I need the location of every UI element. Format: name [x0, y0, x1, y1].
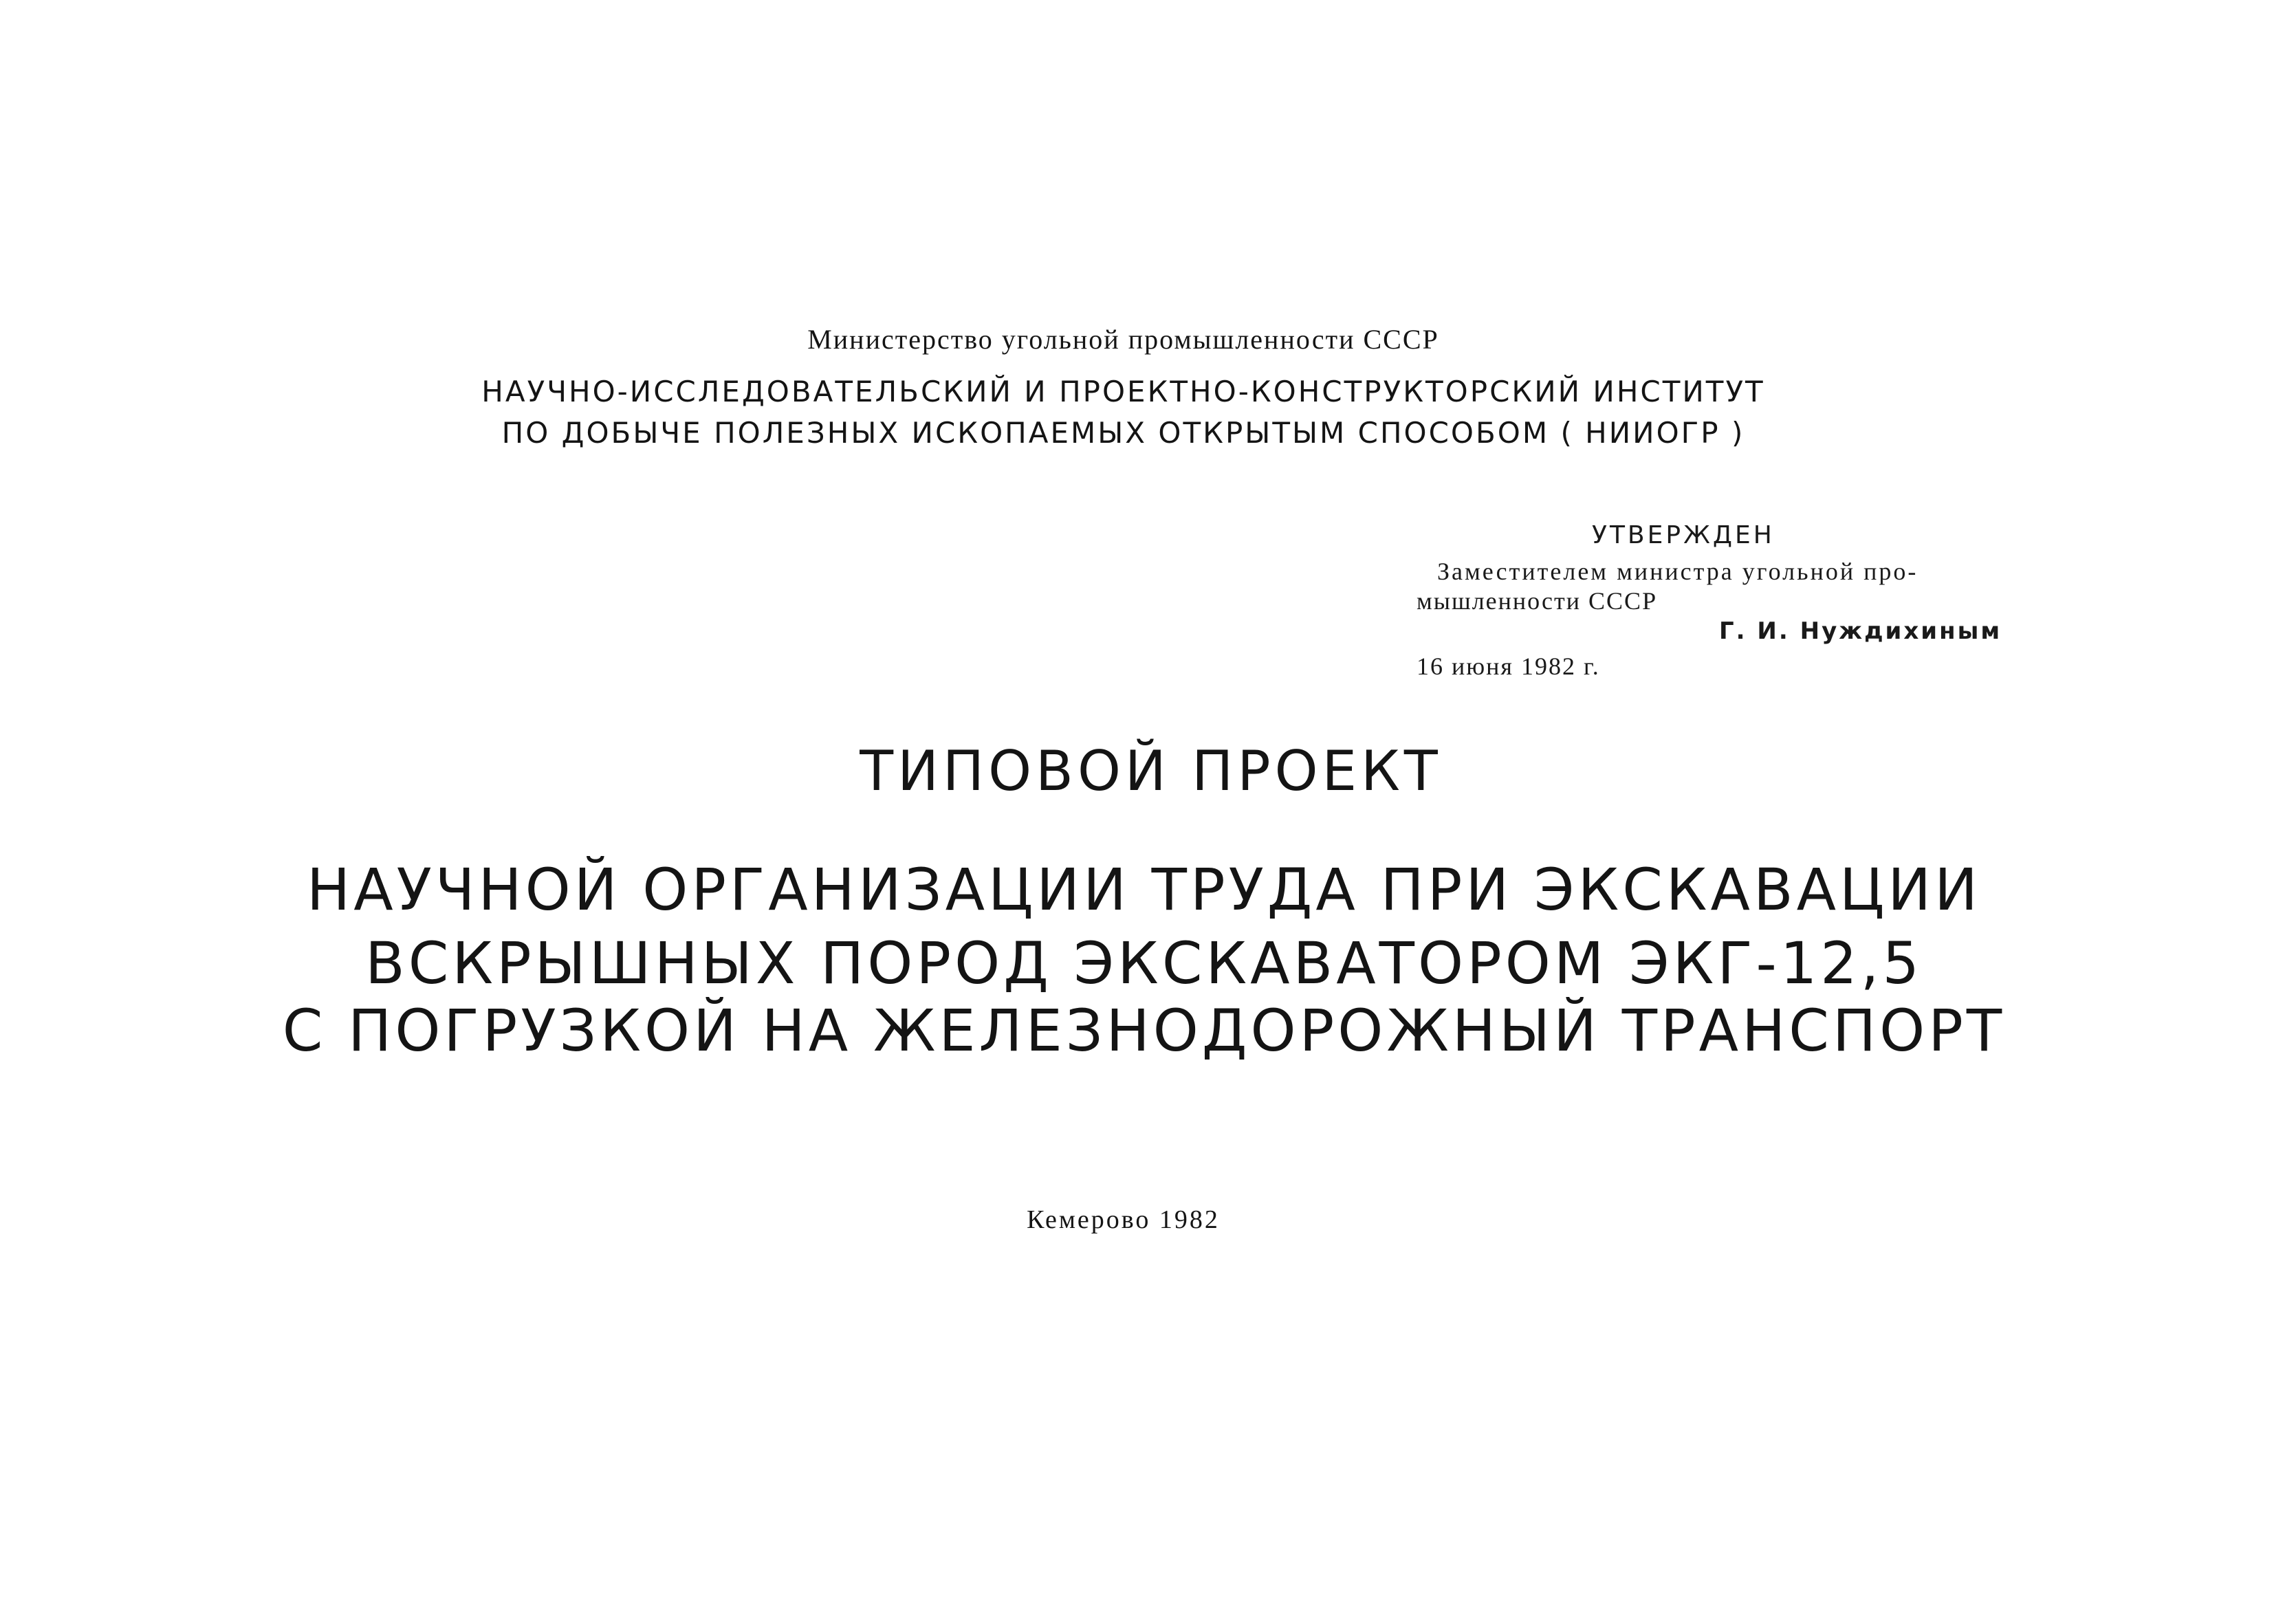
- approver-title-line-2: мышленности СССР: [1417, 587, 1658, 615]
- document-type: ТИПОВОЙ ПРОЕКТ: [860, 739, 1442, 803]
- approval-date: 16 июня 1982 г.: [1417, 652, 1600, 680]
- document-title-line-2: ВСКРЫШНЫХ ПОРОД ЭКСКАВАТОРОМ ЭКГ-12,5: [365, 930, 1923, 997]
- institute-name-line-1: НАУЧНО-ИССЛЕДОВАТЕЛЬСКИЙ И ПРОЕКТНО-КОНСТРУКТОРСКИЙ ИНСТИТУТ: [481, 375, 1765, 408]
- publication-place-year: Кемерово 1982: [1027, 1205, 1220, 1234]
- document-title-line-1: НАУЧНОЙ ОРГАНИЗАЦИИ ТРУДА ПРИ ЭКСКАВАЦИИ: [307, 856, 1981, 923]
- institute-name-line-2: ПО ДОБЫЧЕ ПОЛЕЗНЫХ ИСКОПАЕМЫХ ОТКРЫТЫМ СПОСОБОМ ( НИИОГР ): [501, 416, 1745, 450]
- approver-name: Г. И. Нуждихиным: [1719, 617, 2002, 645]
- ministry-name: Министерство угольной промышленности СССР: [807, 324, 1439, 355]
- document-title-line-3: С ПОГРУЗКОЙ НА ЖЕЛЕЗНОДОРОЖНЫЙ ТРАНСПОРТ: [282, 997, 2006, 1064]
- approver-title-line-1: Заместителем министра угольной про-: [1437, 558, 1918, 585]
- approval-heading: УТВЕРЖДЕН: [1592, 521, 1775, 549]
